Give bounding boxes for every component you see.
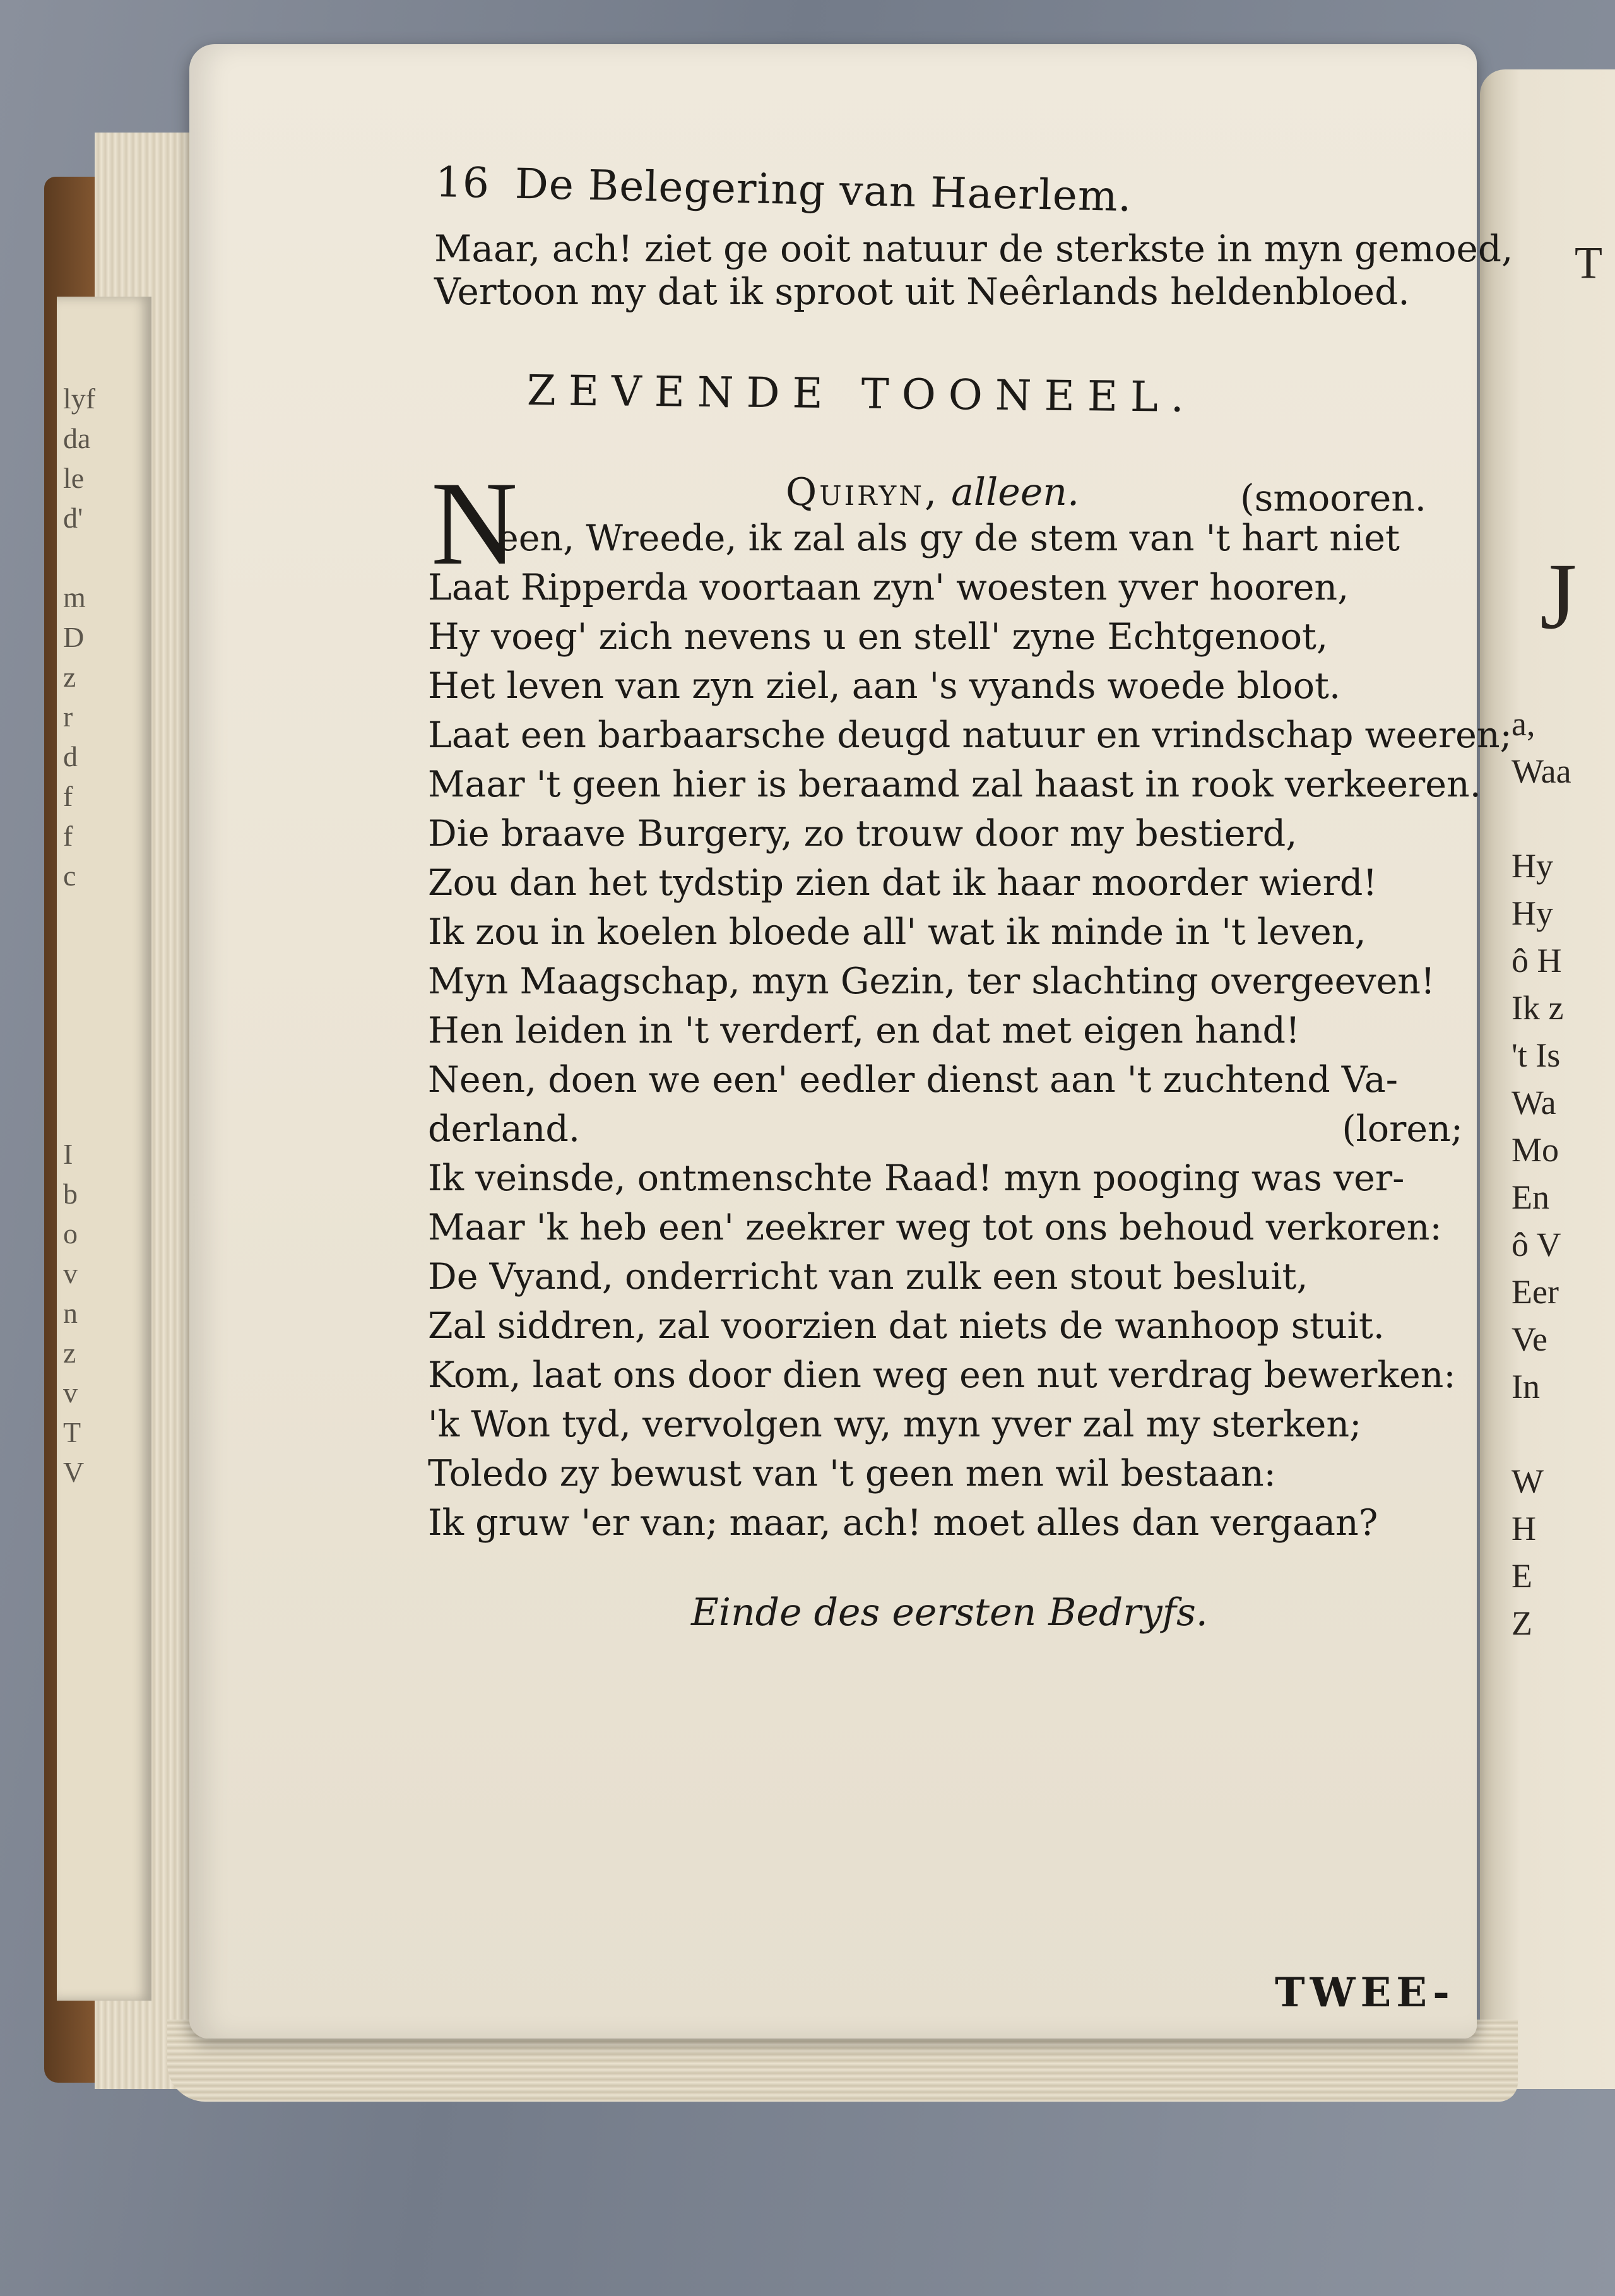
verse-line: [428, 1256, 1463, 1305]
catchword: TWEE-: [1275, 1969, 1455, 2016]
top-line-1: Maar, ach! ziet ge ooit natuur de sterkste in myn gemoed,: [434, 227, 1513, 270]
verse-line-text: Maar 't geen hier is beraamd zal haast in rook verkeeren.: [428, 764, 1481, 805]
verse-line-text: Zal siddren, zal voorzien dat niets de wanhoop stuit.: [428, 1305, 1385, 1347]
verse-line: [428, 911, 1463, 961]
verse-line-text: Maar 'k heb een' zeekrer weg tot ons behoud verkoren:: [428, 1207, 1442, 1248]
verse-line: [428, 862, 1463, 911]
left-page-letter: z: [63, 661, 76, 693]
left-page-letter: [63, 975, 120, 1015]
verse-line-text: Neen, doen we een' eedler dienst aan 't zuchtend Va-: [428, 1059, 1398, 1101]
left-page-letter: da: [63, 422, 91, 454]
left-page-letter: c: [63, 860, 76, 892]
facing-page-drop-cap: J: [1540, 544, 1577, 649]
facing-page-fragment: Ve: [1511, 1320, 1547, 1358]
left-page-letter: lyf: [63, 382, 96, 415]
verse-line: [428, 1010, 1463, 1059]
scene-title: ZEVENDE TOONEEL.: [526, 366, 1197, 422]
facing-page-fragment: Eer: [1511, 1273, 1559, 1311]
facing-page-fragment: Hy: [1511, 847, 1553, 885]
verse-line-text: een, Wreede, ik zal als gy de stem van 't hart niet: [497, 518, 1400, 559]
verse-line-text: 'k Won tyd, vervolgen wy, myn yver zal my sterken;: [428, 1404, 1362, 1445]
left-page-letter: f: [63, 820, 73, 852]
verse-line-text: Hen leiden in 't verderf, en dat met eigen hand!: [428, 1010, 1300, 1051]
verse-line-text: Zou dan het tydstip zien dat ik haar moorder wierd!: [428, 862, 1378, 904]
top-line-2: Vertoon my dat ik sproot uit Neêrlands heldenbloed.: [434, 270, 1410, 313]
facing-page-fragment: In: [1511, 1368, 1540, 1405]
left-page-letter: [63, 1094, 120, 1134]
facing-page-fragment: W: [1511, 1462, 1544, 1500]
facing-page-fragment: E: [1511, 1557, 1532, 1595]
verse-block: [428, 518, 1512, 1551]
left-page-letter: v: [63, 1376, 78, 1409]
facing-page-fragment: a,: [1511, 705, 1535, 743]
verse-line: [428, 616, 1463, 665]
facing-page-fragment: [1511, 1411, 1612, 1458]
left-page-margin-letters: [63, 379, 120, 1492]
verse-line: [428, 714, 1512, 764]
left-page-letter: m: [63, 581, 86, 613]
speaker-name: Quiryn,: [786, 470, 940, 514]
verse-line-text: derland.: [428, 1108, 580, 1150]
facing-page-fragment: Hy: [1511, 894, 1553, 932]
facing-page-fragment: Waa: [1511, 752, 1571, 790]
verse-line: [428, 1059, 1463, 1108]
verse-line-text: De Vyand, onderricht van zulk een stout besluit,: [428, 1256, 1308, 1298]
verse-line: [428, 1305, 1463, 1354]
left-page-letter: I: [63, 1138, 73, 1170]
verse-line: [428, 1404, 1463, 1453]
left-page-letter: d': [63, 502, 83, 534]
facing-page-fragment: Mo: [1511, 1131, 1559, 1169]
left-page-letter: [63, 896, 120, 935]
left-page-letter: o: [63, 1217, 78, 1250]
verse-line-text: Laat Ripperda voortaan zyn' woesten yver hooren,: [428, 567, 1349, 608]
speaker-heading: [786, 470, 1079, 514]
verse-line-overflow: (loren;: [1342, 1108, 1463, 1150]
verse-line: [428, 1453, 1463, 1502]
facing-page-fragment: [1511, 795, 1612, 843]
facing-page-fragment: Wa: [1511, 1084, 1556, 1121]
verse-line-text: Die braave Burgery, zo trouw door my bestierd,: [428, 813, 1298, 855]
facing-page-fragment: Z: [1511, 1604, 1532, 1642]
left-page-letter: [63, 1055, 120, 1094]
facing-page-top-letter: T: [1575, 237, 1602, 288]
verse-line: [428, 1207, 1463, 1256]
left-page-letter: [63, 935, 120, 975]
page-number: 16: [435, 158, 490, 208]
left-page-letter: v: [63, 1257, 78, 1289]
left-page-letter: b: [63, 1178, 78, 1210]
verse-line: [428, 665, 1463, 714]
facing-page-fragment: ô H: [1511, 942, 1562, 979]
verse-line-text: Hy voeg' zich nevens u en stell' zyne Echtgenoot,: [428, 616, 1328, 658]
facing-page-fragment: H: [1511, 1510, 1536, 1547]
left-page-letter: f: [63, 780, 73, 812]
verse-line: [428, 1108, 1463, 1157]
facing-page-fragments: [1511, 701, 1612, 1647]
verse-line-text: Kom, laat ons door dien weg een nut verdrag bewerken:: [428, 1354, 1456, 1396]
verse-line-text: Toledo zy bewust van 't geen men wil bestaan:: [428, 1453, 1276, 1494]
left-page-letter: n: [63, 1297, 78, 1329]
left-page-letter: d: [63, 740, 78, 772]
left-page-letter: le: [63, 462, 85, 494]
facing-page-fragment: En: [1511, 1178, 1549, 1216]
verse-line-text: Ik zou in koelen bloede all' wat ik minde in 't leven,: [428, 911, 1366, 953]
verse-line-text: Het leven van zyn ziel, aan 's vyands woede bloot.: [428, 665, 1341, 707]
facing-page-fragment: Ik z: [1511, 989, 1564, 1027]
verse-line: [428, 1157, 1463, 1207]
left-page-letter: [63, 538, 120, 577]
running-title: De Belegering van Haerlem.: [514, 159, 1133, 222]
left-page-letter: V: [63, 1456, 85, 1488]
left-page-letter: T: [63, 1416, 81, 1448]
left-page-letter: r: [63, 701, 73, 733]
drop-cap: N: [431, 458, 518, 590]
facing-page-fragment: 't Is: [1511, 1036, 1561, 1074]
verse-line-text: Myn Maagschap, myn Gezin, ter slachting overgeeven!: [428, 961, 1435, 1002]
left-page-letter: D: [63, 621, 85, 653]
act-end-line: Einde des eersten Bedryfs.: [691, 1590, 1208, 1635]
speaker-note: alleen.: [951, 470, 1080, 514]
verse-line-text: Ik gruw 'er van; maar, ach! moet alles dan vergaan?: [428, 1502, 1378, 1544]
first-line-overflow: (smooren.: [1240, 476, 1427, 519]
verse-line: [428, 961, 1463, 1010]
verse-line: [428, 1354, 1463, 1404]
verse-line: [428, 1502, 1463, 1551]
verse-line: [428, 813, 1463, 862]
left-page-letter: z: [63, 1337, 76, 1369]
verse-line-text: Ik veinsde, ontmenschte Raad! myn pooging was ver-: [428, 1157, 1405, 1199]
left-page-letter: [63, 1015, 120, 1055]
verse-line: [428, 518, 1463, 567]
verse-line-text: Laat een barbaarsche deugd natuur en vrindschap weeren;: [428, 714, 1512, 756]
facing-page-fragment: ô V: [1511, 1226, 1561, 1263]
verse-line: [428, 567, 1463, 616]
verse-line: [428, 764, 1481, 813]
